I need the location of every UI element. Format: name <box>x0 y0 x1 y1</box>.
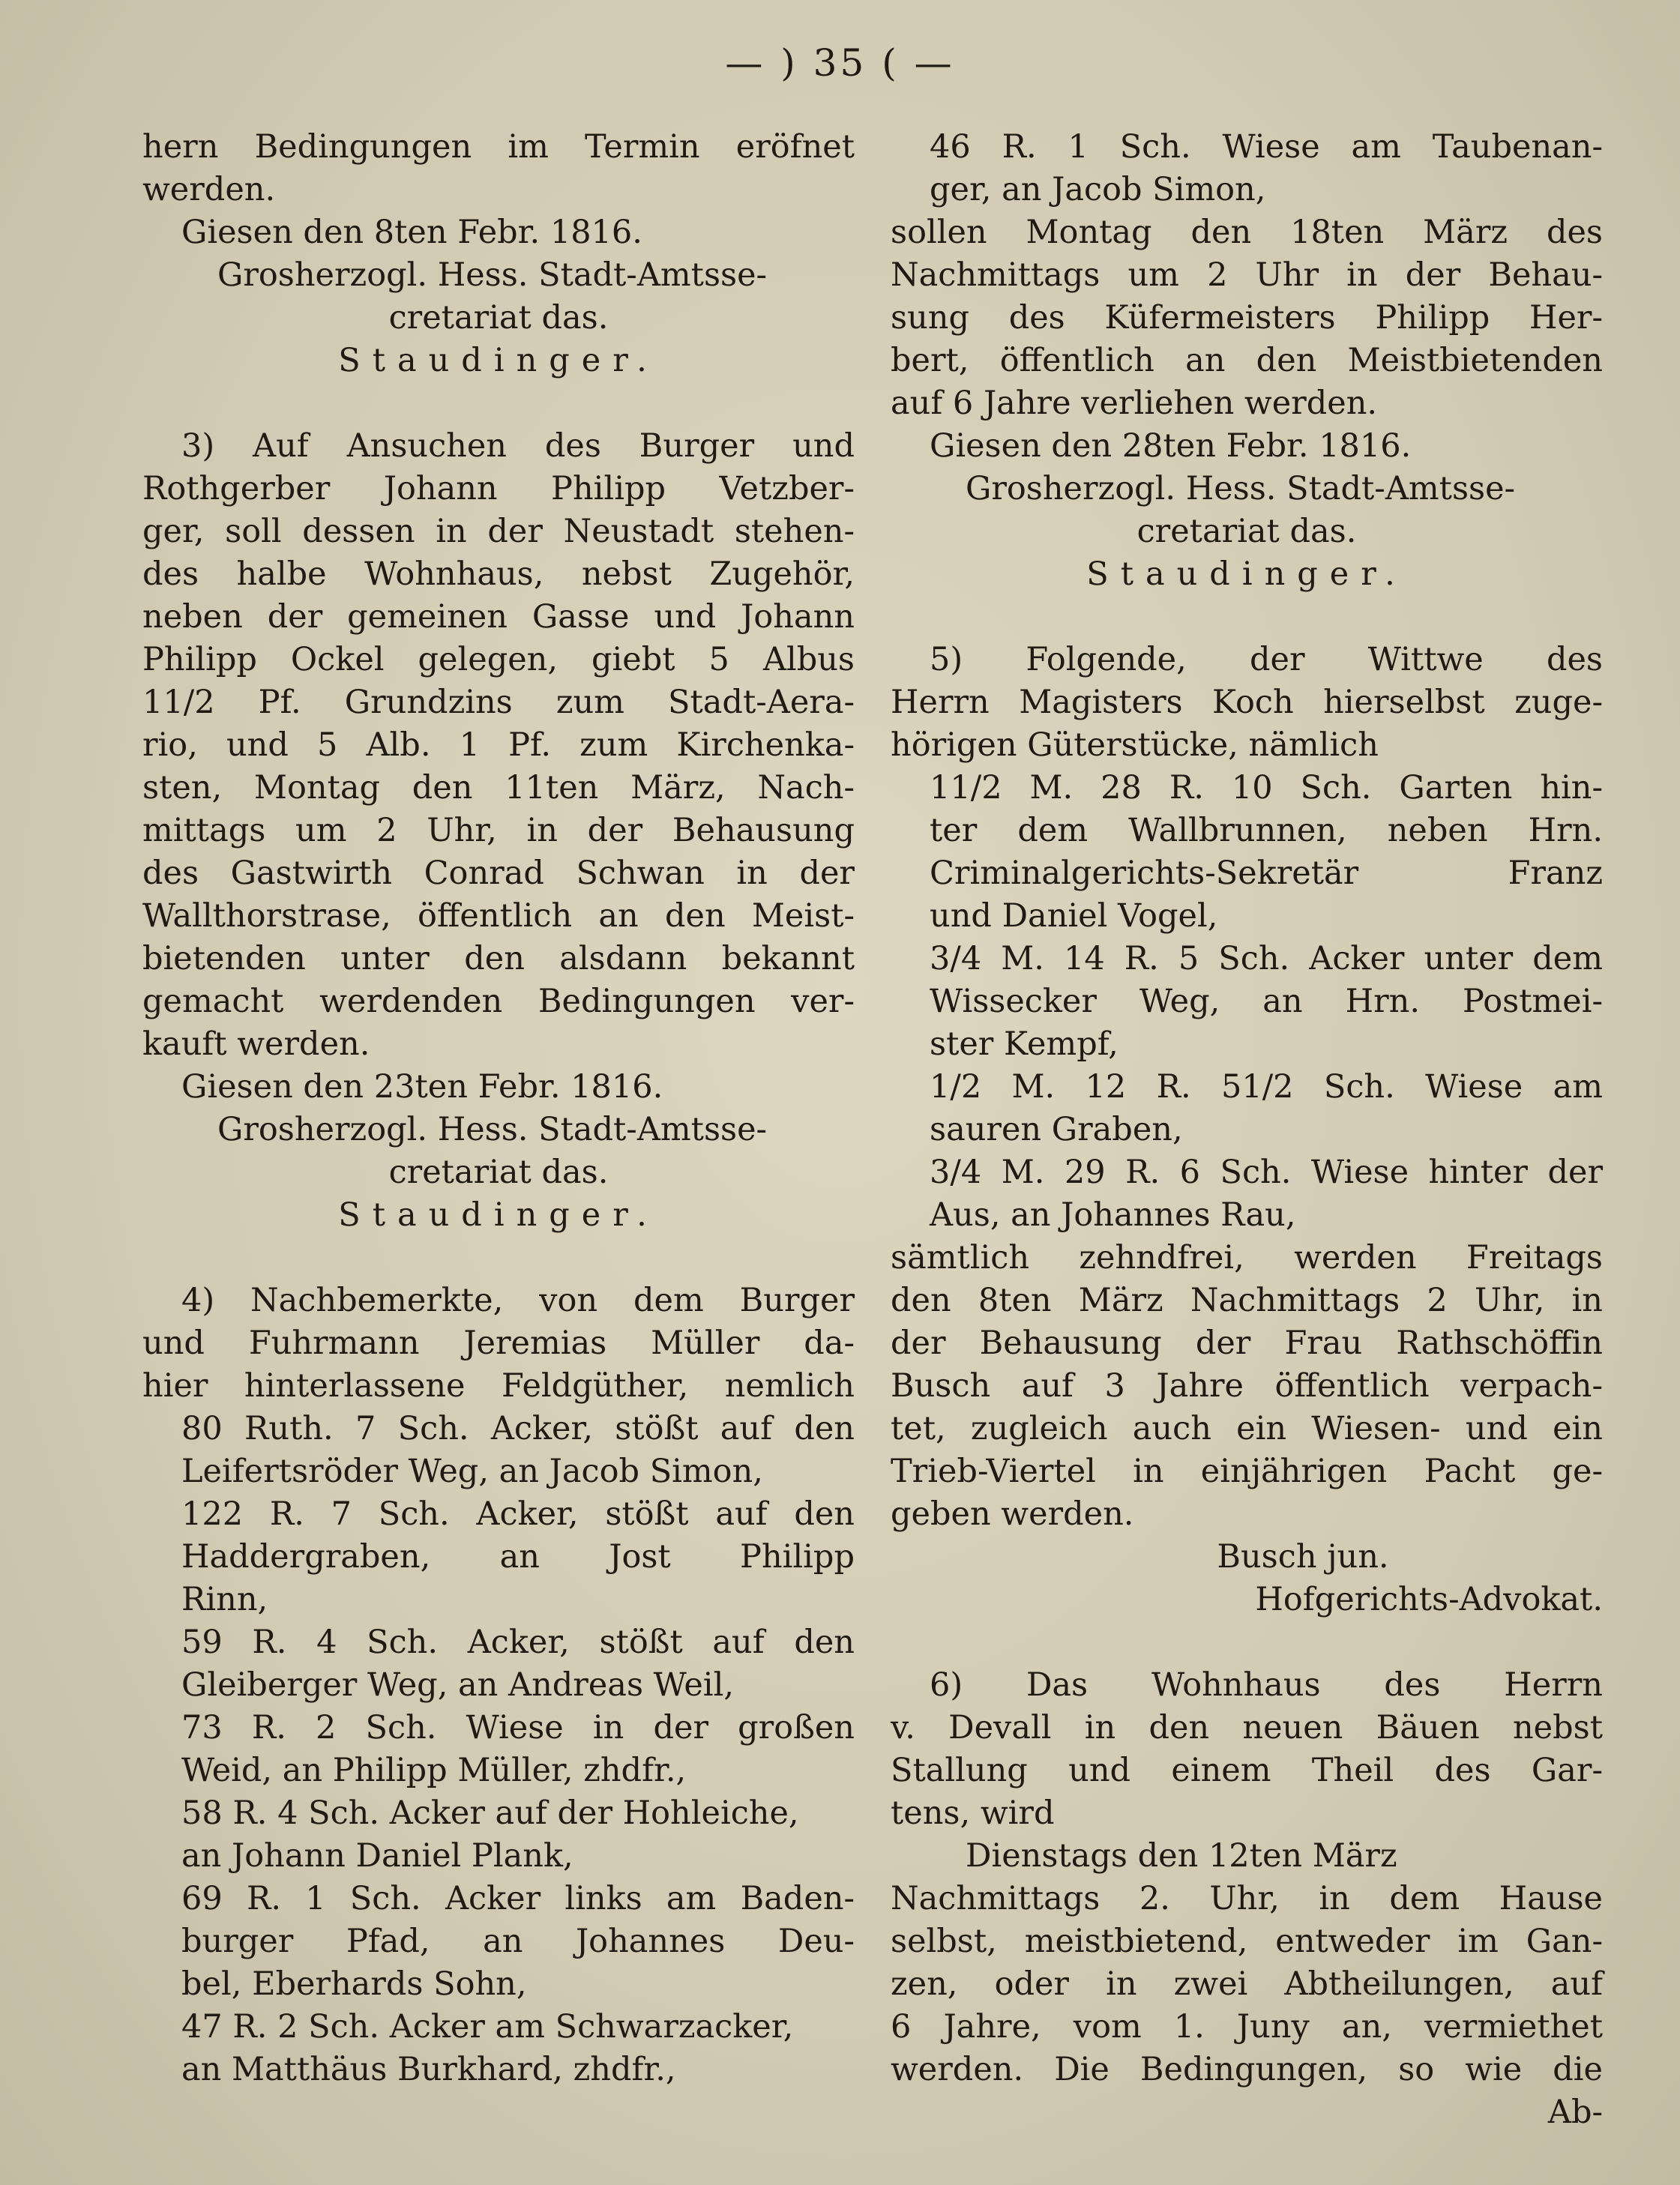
text-line: und Fuhrmann Jeremias Müller da- <box>142 1324 855 1362</box>
text-line: mittags um 2 Uhr, in der Behausung <box>142 812 855 849</box>
text-line: burger Pfad, an Johannes Deu- <box>181 1923 855 1960</box>
text-line: Nachmittags 2. Uhr, in dem Hause <box>891 1880 1603 1917</box>
text-line: und Daniel Vogel, <box>930 897 1218 935</box>
text-line: Haddergraben, an Jost Philipp <box>181 1538 855 1576</box>
text-line: 69 R. 1 Sch. Acker links am Baden- <box>181 1880 855 1917</box>
text-line: kauft werden. <box>142 1025 370 1063</box>
text-line: hörigen Güterstücke, nämlich <box>891 726 1379 764</box>
text-line: 47 R. 2 Sch. Acker am Schwarzacker, <box>181 2008 794 2046</box>
text-line: Staudinger. <box>1086 555 1407 593</box>
text-line: selbst, meistbietend, entweder im Gan- <box>891 1923 1603 1960</box>
text-line: Herrn Magisters Koch hierselbst zuge- <box>891 684 1603 721</box>
text-line: Nachmittags um 2 Uhr in der Behau- <box>891 256 1603 294</box>
paragraph-gap <box>142 1237 855 1280</box>
text-line: Rothgerber Johann Philipp Vetzber- <box>142 470 855 507</box>
text-line: Hofgerichts-Advokat. <box>1255 1581 1603 1618</box>
text-line: Dienstags den 12ten März <box>966 1837 1397 1875</box>
text-line: des Gastwirth Conrad Schwan in der <box>142 855 855 892</box>
text-line: v. Devall in den neuen Bäuen nebst <box>891 1709 1603 1747</box>
text-line: tens, wird <box>891 1794 1055 1832</box>
text-line: 46 R. 1 Sch. Wiese am Taubenan- <box>930 128 1603 166</box>
text-line: 6 Jahre, vom 1. Juny an, vermiethet <box>891 2008 1603 2046</box>
text-line: 11/2 Pf. Grundzins zum Stadt-Aera- <box>142 684 855 721</box>
text-line: sten, Montag den 11ten März, Nach- <box>142 769 855 807</box>
text-line: zen, oder in zwei Abtheilungen, auf <box>891 1965 1603 2003</box>
text-line: sämtlich zehndfrei, werden Freitags <box>891 1239 1603 1277</box>
text-line: Giesen den 28ten Febr. 1816. <box>930 427 1412 465</box>
text-line: Busch auf 3 Jahre öffentlich verpach- <box>891 1367 1603 1405</box>
text-line: 122 R. 7 Sch. Acker, stößt auf den <box>181 1495 855 1533</box>
text-line: Philipp Ockel gelegen, giebt 5 Albus <box>142 641 855 678</box>
text-line: ster Kempf, <box>930 1025 1119 1063</box>
text-line: 3) Auf Ansuchen des Burger und <box>181 427 855 465</box>
text-line: Grosherzogl. Hess. Stadt-Amtsse- <box>217 1111 768 1148</box>
page-number: — ) 35 ( — <box>725 41 955 85</box>
text-line: 3/4 M. 29 R. 6 Sch. Wiese hinter der <box>930 1154 1603 1191</box>
text-line: tet, zugleich auch ein Wiesen- und ein <box>891 1410 1603 1447</box>
text-line: Trieb-Viertel in einjährigen Pacht ge- <box>891 1453 1603 1490</box>
paragraph-gap <box>891 1621 1603 1664</box>
text-line: 11/2 M. 28 R. 10 Sch. Garten hin- <box>930 769 1603 807</box>
text-line: Gleiberger Weg, an Andreas Weil, <box>181 1666 734 1704</box>
text-line: sauren Graben, <box>930 1111 1183 1148</box>
text-line: 80 Ruth. 7 Sch. Acker, stößt auf den <box>181 1410 855 1447</box>
text-line: neben der gemeinen Gasse und Johann <box>142 598 855 636</box>
text-line: cretariat das. <box>1136 513 1357 550</box>
text-line: hern Bedingungen im Termin eröfnet <box>142 128 855 166</box>
text-line: Giesen den 23ten Febr. 1816. <box>181 1068 663 1106</box>
left-column <box>142 126 855 2091</box>
text-line: gemacht werdenden Bedingungen ver- <box>142 983 855 1020</box>
text-line: auf 6 Jahre verliehen werden. <box>891 385 1378 422</box>
text-line: Staudinger. <box>338 1196 659 1234</box>
text-line: der Behausung der Frau Rathschöffin <box>891 1324 1603 1362</box>
text-line: ter dem Wallbrunnen, neben Hrn. <box>930 812 1603 849</box>
text-line: sollen Montag den 18ten März des <box>891 214 1603 251</box>
paragraph-gap <box>142 382 855 425</box>
text-line: Leifertsröder Weg, an Jacob Simon, <box>181 1453 763 1490</box>
text-line: werden. Die Bedingungen, so wie die <box>891 2051 1603 2088</box>
text-line: 5) Folgende, der Wittwe des <box>930 641 1603 678</box>
text-line: ger, an Jacob Simon, <box>930 171 1266 208</box>
text-line: Stallung und einem Theil des Gar- <box>891 1752 1603 1789</box>
text-line: 6) Das Wohnhaus des Herrn <box>930 1666 1603 1704</box>
text-line: Weid, an Philipp Müller, zhdfr., <box>181 1752 687 1789</box>
text-line: werden. <box>142 171 276 208</box>
text-line: Wissecker Weg, an Hrn. Postmei- <box>930 983 1603 1020</box>
text-line: Criminalgerichts-Sekretär Franz <box>930 855 1603 892</box>
text-line: bietenden unter den alsdann bekannt <box>142 940 855 977</box>
text-line: Aus, an Johannes Rau, <box>930 1196 1296 1234</box>
text-line: Grosherzogl. Hess. Stadt-Amtsse- <box>217 256 768 294</box>
right-column <box>891 126 1603 2134</box>
text-line: 59 R. 4 Sch. Acker, stößt auf den <box>181 1624 855 1661</box>
text-line: 58 R. 4 Sch. Acker auf der Hohleiche, <box>181 1794 799 1832</box>
text-line: geben werden. <box>891 1495 1134 1533</box>
text-line: an Johann Daniel Plank, <box>181 1837 573 1875</box>
text-line: rio, und 5 Alb. 1 Pf. zum Kirchenka- <box>142 726 855 764</box>
text-line: 73 R. 2 Sch. Wiese in der großen <box>181 1709 855 1747</box>
text-line: an Matthäus Burkhard, zhdfr., <box>181 2051 676 2088</box>
paragraph-gap <box>891 596 1603 639</box>
text-line: 1/2 M. 12 R. 51/2 Sch. Wiese am <box>930 1068 1603 1106</box>
text-line: Busch jun. <box>1217 1538 1389 1576</box>
text-line: des halbe Wohnhaus, nebst Zugehör, <box>142 555 855 593</box>
text-line: bert, öffentlich an den Meistbietenden <box>891 342 1603 379</box>
text-line: Giesen den 8ten Febr. 1816. <box>181 214 642 251</box>
text-line: sung des Küfermeisters Philipp Her- <box>891 299 1603 337</box>
text-line: Wallthorstrase, öffentlich an den Meist- <box>142 897 855 935</box>
text-line: 3/4 M. 14 R. 5 Sch. Acker unter dem <box>930 940 1603 977</box>
text-line: Staudinger. <box>338 342 659 379</box>
text-line: bel, Eberhards Sohn, <box>181 1965 527 2003</box>
text-line: cretariat das. <box>388 1154 609 1191</box>
text-line: ger, soll dessen in der Neustadt stehen- <box>142 513 855 550</box>
text-line: Grosherzogl. Hess. Stadt-Amtsse- <box>966 470 1516 507</box>
text-line: hier hinterlassene Feldgüther, nemlich <box>142 1367 855 1405</box>
text-line: den 8ten März Nachmittags 2 Uhr, in <box>891 1282 1603 1319</box>
text-line: 4) Nachbemerkte, von dem Burger <box>181 1282 855 1319</box>
text-line: cretariat das. <box>388 299 609 337</box>
text-line: Rinn, <box>181 1581 268 1618</box>
text-line: Ab- <box>1547 2094 1603 2131</box>
